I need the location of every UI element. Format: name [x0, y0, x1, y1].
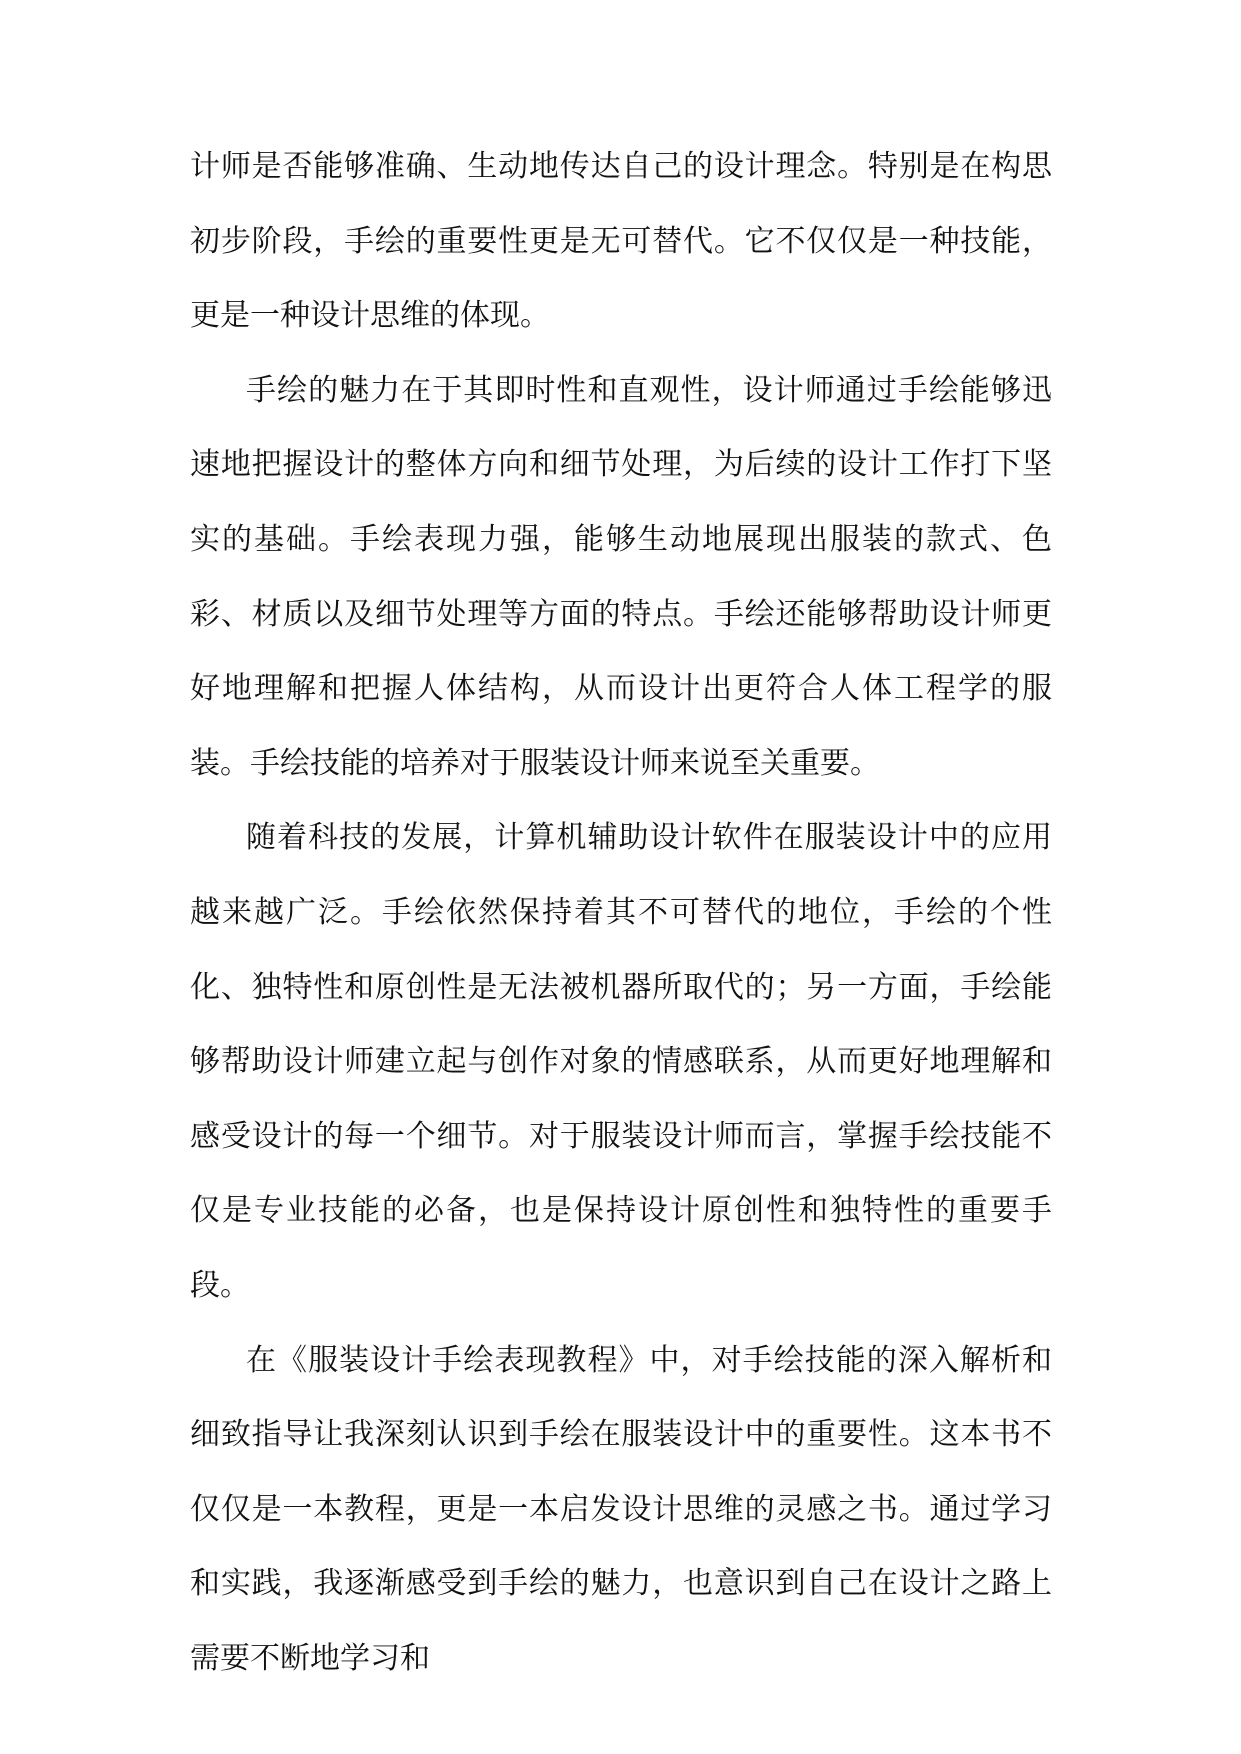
- paragraph: 随着科技的发展，计算机辅助设计软件在服装设计中的应用越来越广泛。手绘依然保持着其不可替代的地位，手绘的个性化、独特性和原创性是无法被机器所取代的；另一方面，手绘能够帮助设计师建立起与创作对象的情感联系，从而更好地理解和感受设计的每一个细节。对于服装设计师而言，掌握手绘技能不仅是专业技能的必备，也是保持设计原创性和独特性的重要手段。: [190, 820, 1052, 1303]
- paragraph-continuation: 计师是否能够准确、生动地传达自己的设计理念。特别是在构思初步阶段，手绘的重要性更是无可替代。它不仅仅是一种技能，更是一种设计思维的体现。: [190, 149, 1052, 334]
- body-text: [190, 130, 1052, 1696]
- paragraph: 手绘的魅力在于其即时性和直观性，设计师通过手绘能够迅速地把握设计的整体方向和细节处理，为后续的设计工作打下坚实的基础。手绘表现力强，能够生动地展现出服装的款式、色彩、材质以及细节处理等方面的特点。手绘还能够帮助设计师更好地理解和把握人体结构，从而设计出更符合人体工程学的服装。手绘技能的培养对于服装设计师来说至关重要。: [190, 372, 1052, 781]
- paragraph: 在《服装设计手绘表现教程》中，对手绘技能的深入解析和细致指导让我深刻认识到手绘在服装设计中的重要性。这本书不仅仅是一本教程，更是一本启发设计思维的灵感之书。通过学习和实践，我逐渐感受到手绘的魅力，也意识到自己在设计之路上需要不断地学习和: [190, 1342, 1052, 1676]
